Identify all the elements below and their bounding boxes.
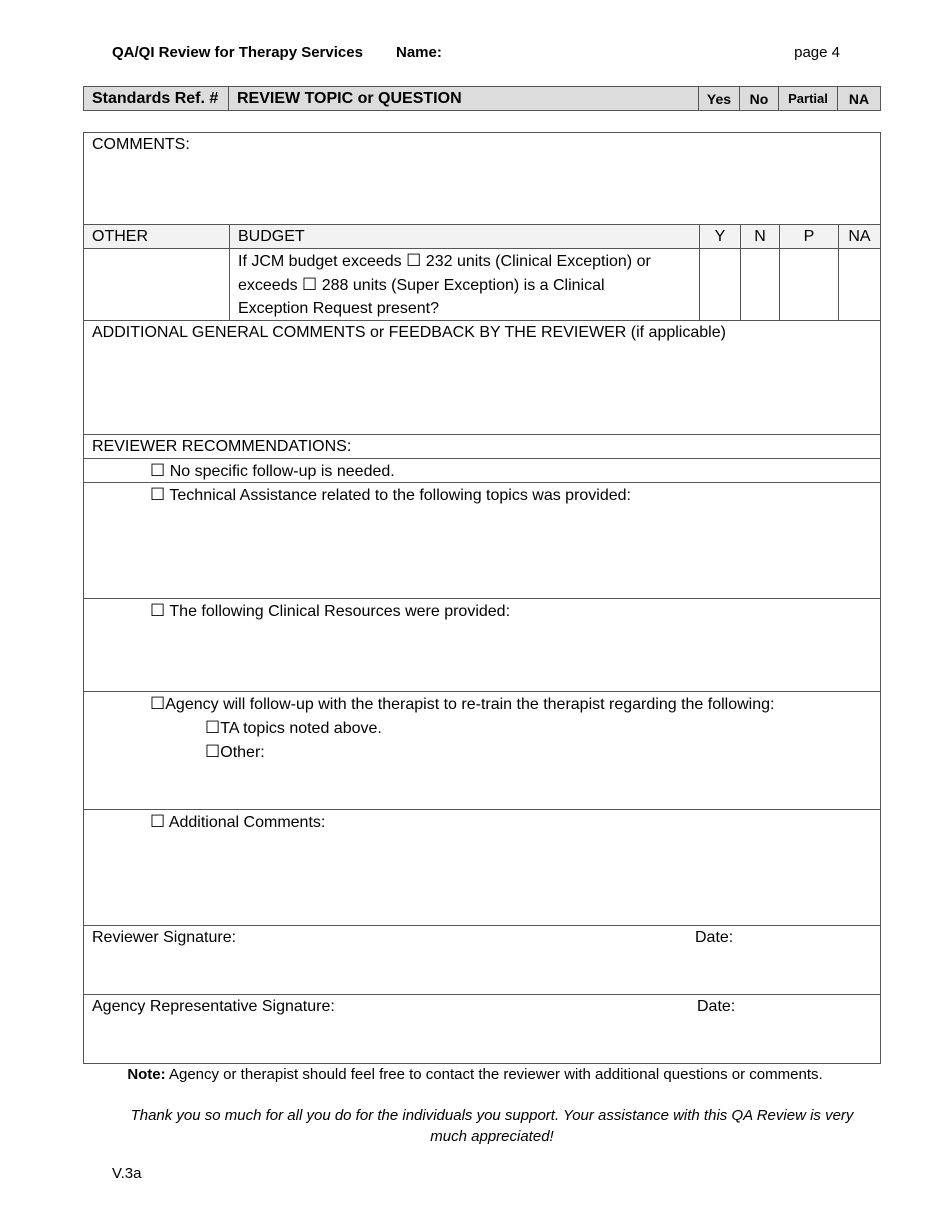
- no-followup-checkbox[interactable]: ☐: [150, 461, 166, 481]
- other-checkbox[interactable]: ☐: [205, 742, 221, 762]
- budget-n-answer[interactable]: [740, 249, 779, 320]
- clinical-exception-checkbox[interactable]: ☐: [406, 251, 422, 271]
- ta-topics-item: [205, 716, 382, 741]
- technical-assistance-checkbox[interactable]: ☐: [150, 485, 166, 505]
- agency-date-label: Date:: [697, 998, 736, 1015]
- budget-n-header: N: [740, 225, 779, 248]
- name-label: Name:: [396, 44, 442, 61]
- thank-you-text: Thank you so much for all you do for the individuals you support. Your assistance with this QA Review is very much appreciated!: [130, 1107, 854, 1145]
- additional-comments-checkbox[interactable]: ☐: [150, 812, 166, 832]
- reviewer-signature-label: Reviewer Signature:: [92, 929, 237, 946]
- budget-na-header: NA: [838, 225, 880, 248]
- budget-question-row: [84, 249, 880, 321]
- budget-p-answer[interactable]: [779, 249, 838, 320]
- ta-topics-label: TA topics noted above.: [220, 720, 382, 737]
- budget-question-line2: [238, 273, 605, 298]
- agency-followup-label: Agency will follow-up with the therapist to re-train the therapist regarding the following:: [165, 696, 775, 713]
- standards-ref-header: Standards Ref. #: [84, 87, 229, 110]
- additional-general-comments-row[interactable]: [84, 321, 880, 435]
- other-item: [205, 740, 265, 765]
- yes-header: Yes: [699, 87, 740, 110]
- comments-label: COMMENTS:: [92, 136, 190, 153]
- reviewer-recommendations-row: [84, 435, 880, 459]
- ta-topics-checkbox[interactable]: ☐: [205, 718, 221, 738]
- technical-assistance-label: Technical Assistance related to the following topics was provided:: [169, 487, 631, 504]
- budget-question-line3: Exception Request present?: [238, 300, 440, 317]
- review-form: [83, 132, 881, 1064]
- clinical-resources-checkbox[interactable]: ☐: [150, 601, 166, 621]
- na-header: NA: [848, 90, 870, 107]
- agency-followup-checkbox[interactable]: ☐: [150, 694, 166, 714]
- additional-comments-label: Additional Comments:: [168, 814, 326, 831]
- reviewer-recommendations-label: REVIEWER RECOMMENDATIONS:: [92, 438, 352, 455]
- budget-question-line1: [238, 249, 651, 274]
- reviewer-signature-row[interactable]: [84, 926, 880, 995]
- no-followup-item: [150, 459, 395, 484]
- no-header: No: [740, 87, 779, 110]
- standards-header-table: [83, 86, 881, 111]
- super-exception-checkbox[interactable]: ☐: [302, 275, 318, 295]
- clinical-resources-row: [84, 599, 880, 692]
- budget-na-answer[interactable]: [838, 249, 880, 320]
- budget-topic: BUDGET: [238, 228, 305, 245]
- clinical-resources-item: [150, 599, 510, 624]
- note-body: Agency or therapist should feel free to contact the reviewer with additional questions or comments.: [165, 1066, 823, 1083]
- budget-y-answer[interactable]: [699, 249, 740, 320]
- budget-y-header: Y: [699, 225, 740, 248]
- agency-signature-row[interactable]: [84, 995, 880, 1063]
- page-number: page 4: [794, 44, 840, 61]
- document-title: QA/QI Review for Therapy Services: [112, 44, 363, 61]
- technical-assistance-row: [84, 483, 880, 599]
- note-text: [0, 1064, 950, 1086]
- budget-p-header: P: [779, 225, 838, 248]
- partial-header: Partial: [779, 87, 838, 110]
- review-topic-header: REVIEW TOPIC or QUESTION: [229, 87, 699, 110]
- clinical-resources-label: The following Clinical Resources were provided:: [169, 603, 511, 620]
- budget-question-line1-b: 232 units (Clinical Exception) or: [425, 253, 651, 270]
- budget-header-row: [84, 225, 880, 249]
- budget-question-cell: [229, 249, 699, 320]
- budget-question-line2-a: exceeds: [238, 277, 298, 294]
- additional-comments-item: [150, 810, 325, 835]
- note-bold: Note:: [127, 1066, 166, 1083]
- page-header: [112, 44, 840, 66]
- agency-followup-row: [84, 692, 880, 810]
- budget-category: OTHER: [92, 228, 148, 245]
- budget-question-line1-a: If JCM budget exceeds: [238, 253, 402, 270]
- agency-followup-item: [150, 692, 774, 717]
- no-followup-label: No specific follow-up is needed.: [169, 463, 395, 480]
- reviewer-date-label: Date:: [695, 929, 734, 946]
- budget-topic-cell: [229, 225, 699, 248]
- additional-general-comments-label: ADDITIONAL GENERAL COMMENTS or FEEDBACK BY THE REVIEWER (if applicable): [92, 324, 726, 341]
- technical-assistance-item: [150, 483, 631, 508]
- agency-signature-label: Agency Representative Signature:: [92, 998, 335, 1015]
- additional-comments-row: [84, 810, 880, 926]
- comments-row[interactable]: [84, 133, 880, 225]
- no-followup-row: [84, 459, 880, 483]
- budget-question-line2-b: 288 units (Super Exception) is a Clinical: [321, 277, 605, 294]
- other-label: Other:: [220, 744, 265, 761]
- version-label: V.3a: [112, 1165, 142, 1182]
